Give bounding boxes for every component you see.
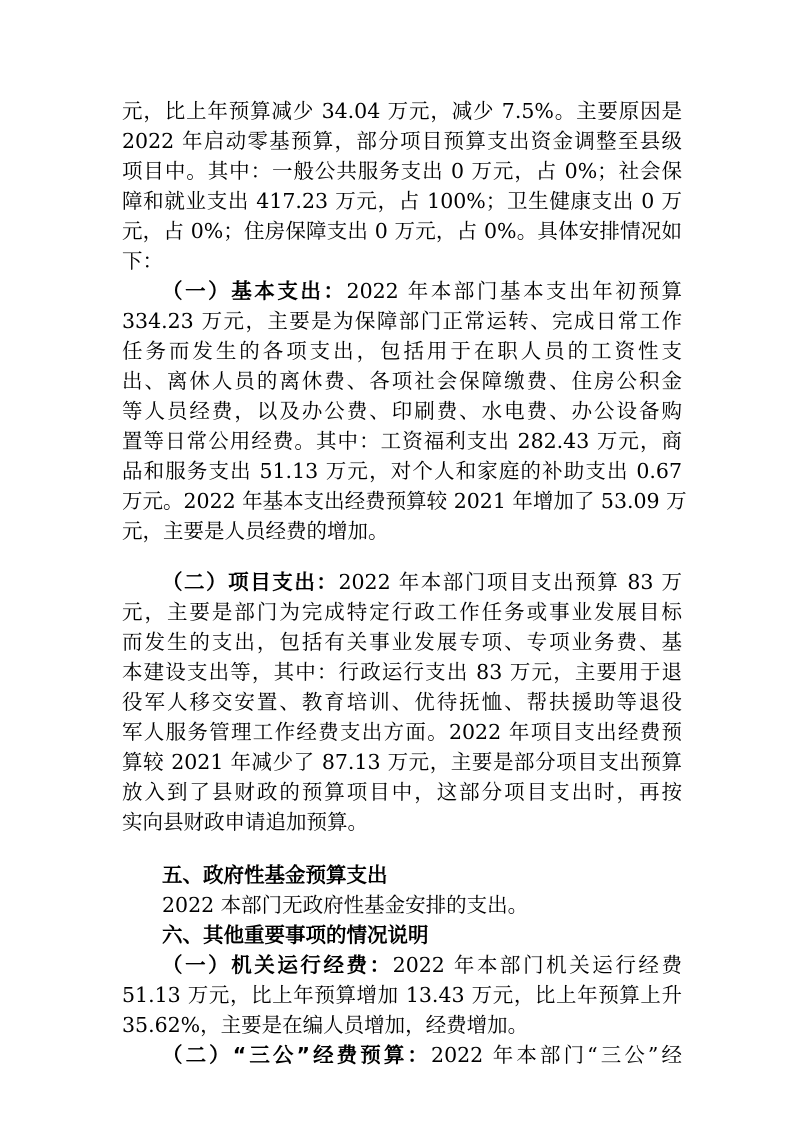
body-line: 放入到了县财政的预算项目中，这部分项目支出时，再按 [122,780,682,804]
body-line: 而发生的支出，包括有关事业发展专项、专项业务费、基 [122,630,682,654]
body-line: 实向县财政申请追加预算。 [122,810,368,834]
body-line: 等人员经费，以及办公费、印刷费、水电费、办公设备购 [122,399,682,423]
body-line: 本建设支出等，其中：行政运行支出 83 万元，主要用于退 [122,660,682,684]
admin-costs-text: 2022 年本部门机关运行经费 [392,953,682,977]
admin-costs-heading: （一）机关运行经费： [162,953,393,977]
body-line: 334.23 万元，主要是为保障部门正常运转、完成日常工作 [122,309,682,333]
body-line: 品和服务支出 51.13 万元，对个人和家庭的补助支出 0.67 [122,459,682,483]
body-line: 元，主要是部门为完成特定行政工作任务或事业发展目标 [122,600,682,624]
project-expenditure-first-line [162,567,682,597]
three-public-costs-text: 2022 年本部门“三公”经 [431,1043,682,1067]
body-line: 军人服务管理工作经费支出方面。2022 年项目支出经费预 [122,720,682,744]
body-line: 算较 2021 年减少了 87.13 万元，主要是部分项目支出预算 [122,750,682,774]
body-line: 置等日常公用经费。其中：工资福利支出 282.43 万元，商 [122,429,682,453]
project-expenditure-text: 2022 年本部门项目支出预算 83 万 [338,570,682,594]
body-line: 51.13 万元，比上年预算增加 13.43 万元，比上年预算上升 [122,983,682,1007]
body-line: 元，主要是人员经费的增加。 [122,519,389,543]
body-line: 元，占 0%；住房保障支出 0 万元，占 0%。具体安排情况如 [122,219,682,243]
body-line: 2022 本部门无政府性基金安排的支出。 [162,893,529,917]
body-line: 下： [122,249,163,273]
project-expenditure-heading: （二）项目支出： [162,570,339,594]
three-public-costs-first-line [162,1040,682,1070]
section-heading: 六、其他重要事项的情况说明 [162,923,429,947]
body-line: 35.62%，主要是在编人员增加，经费增加。 [122,1013,529,1037]
basic-expenditure-first-line [162,276,682,306]
body-line: 役军人移交安置、教育培训、优待抚恤、帮扶援助等退役 [122,690,682,714]
basic-expenditure-text: 2022 年本部门基本支出年初预算 [346,279,683,303]
body-line: 2022 年启动零基预算，部分项目预算支出资金调整至县级 [122,129,682,153]
body-line: 项目中。其中：一般公共服务支出 0 万元，占 0%；社会保 [122,159,682,183]
admin-costs-first-line [162,950,682,980]
body-line: 障和就业支出 417.23 万元，占 100%；卫生健康支出 0 万 [122,189,682,213]
body-line: 元，比上年预算减少 34.04 万元，减少 7.5%。主要原因是 [122,99,682,123]
three-public-costs-heading: （二）“三公”经费预算： [162,1043,432,1067]
body-line: 万元。2022 年基本支出经费预算较 2021 年增加了 53.09 万 [122,489,687,513]
body-line: 出、离休人员的离休费、各项社会保障缴费、住房公积金 [122,369,682,393]
basic-expenditure-heading: （一）基本支出： [162,279,347,303]
section-heading: 五、政府性基金预算支出 [162,863,388,887]
body-line: 任务而发生的各项支出，包括用于在职人员的工资性支 [122,339,682,363]
